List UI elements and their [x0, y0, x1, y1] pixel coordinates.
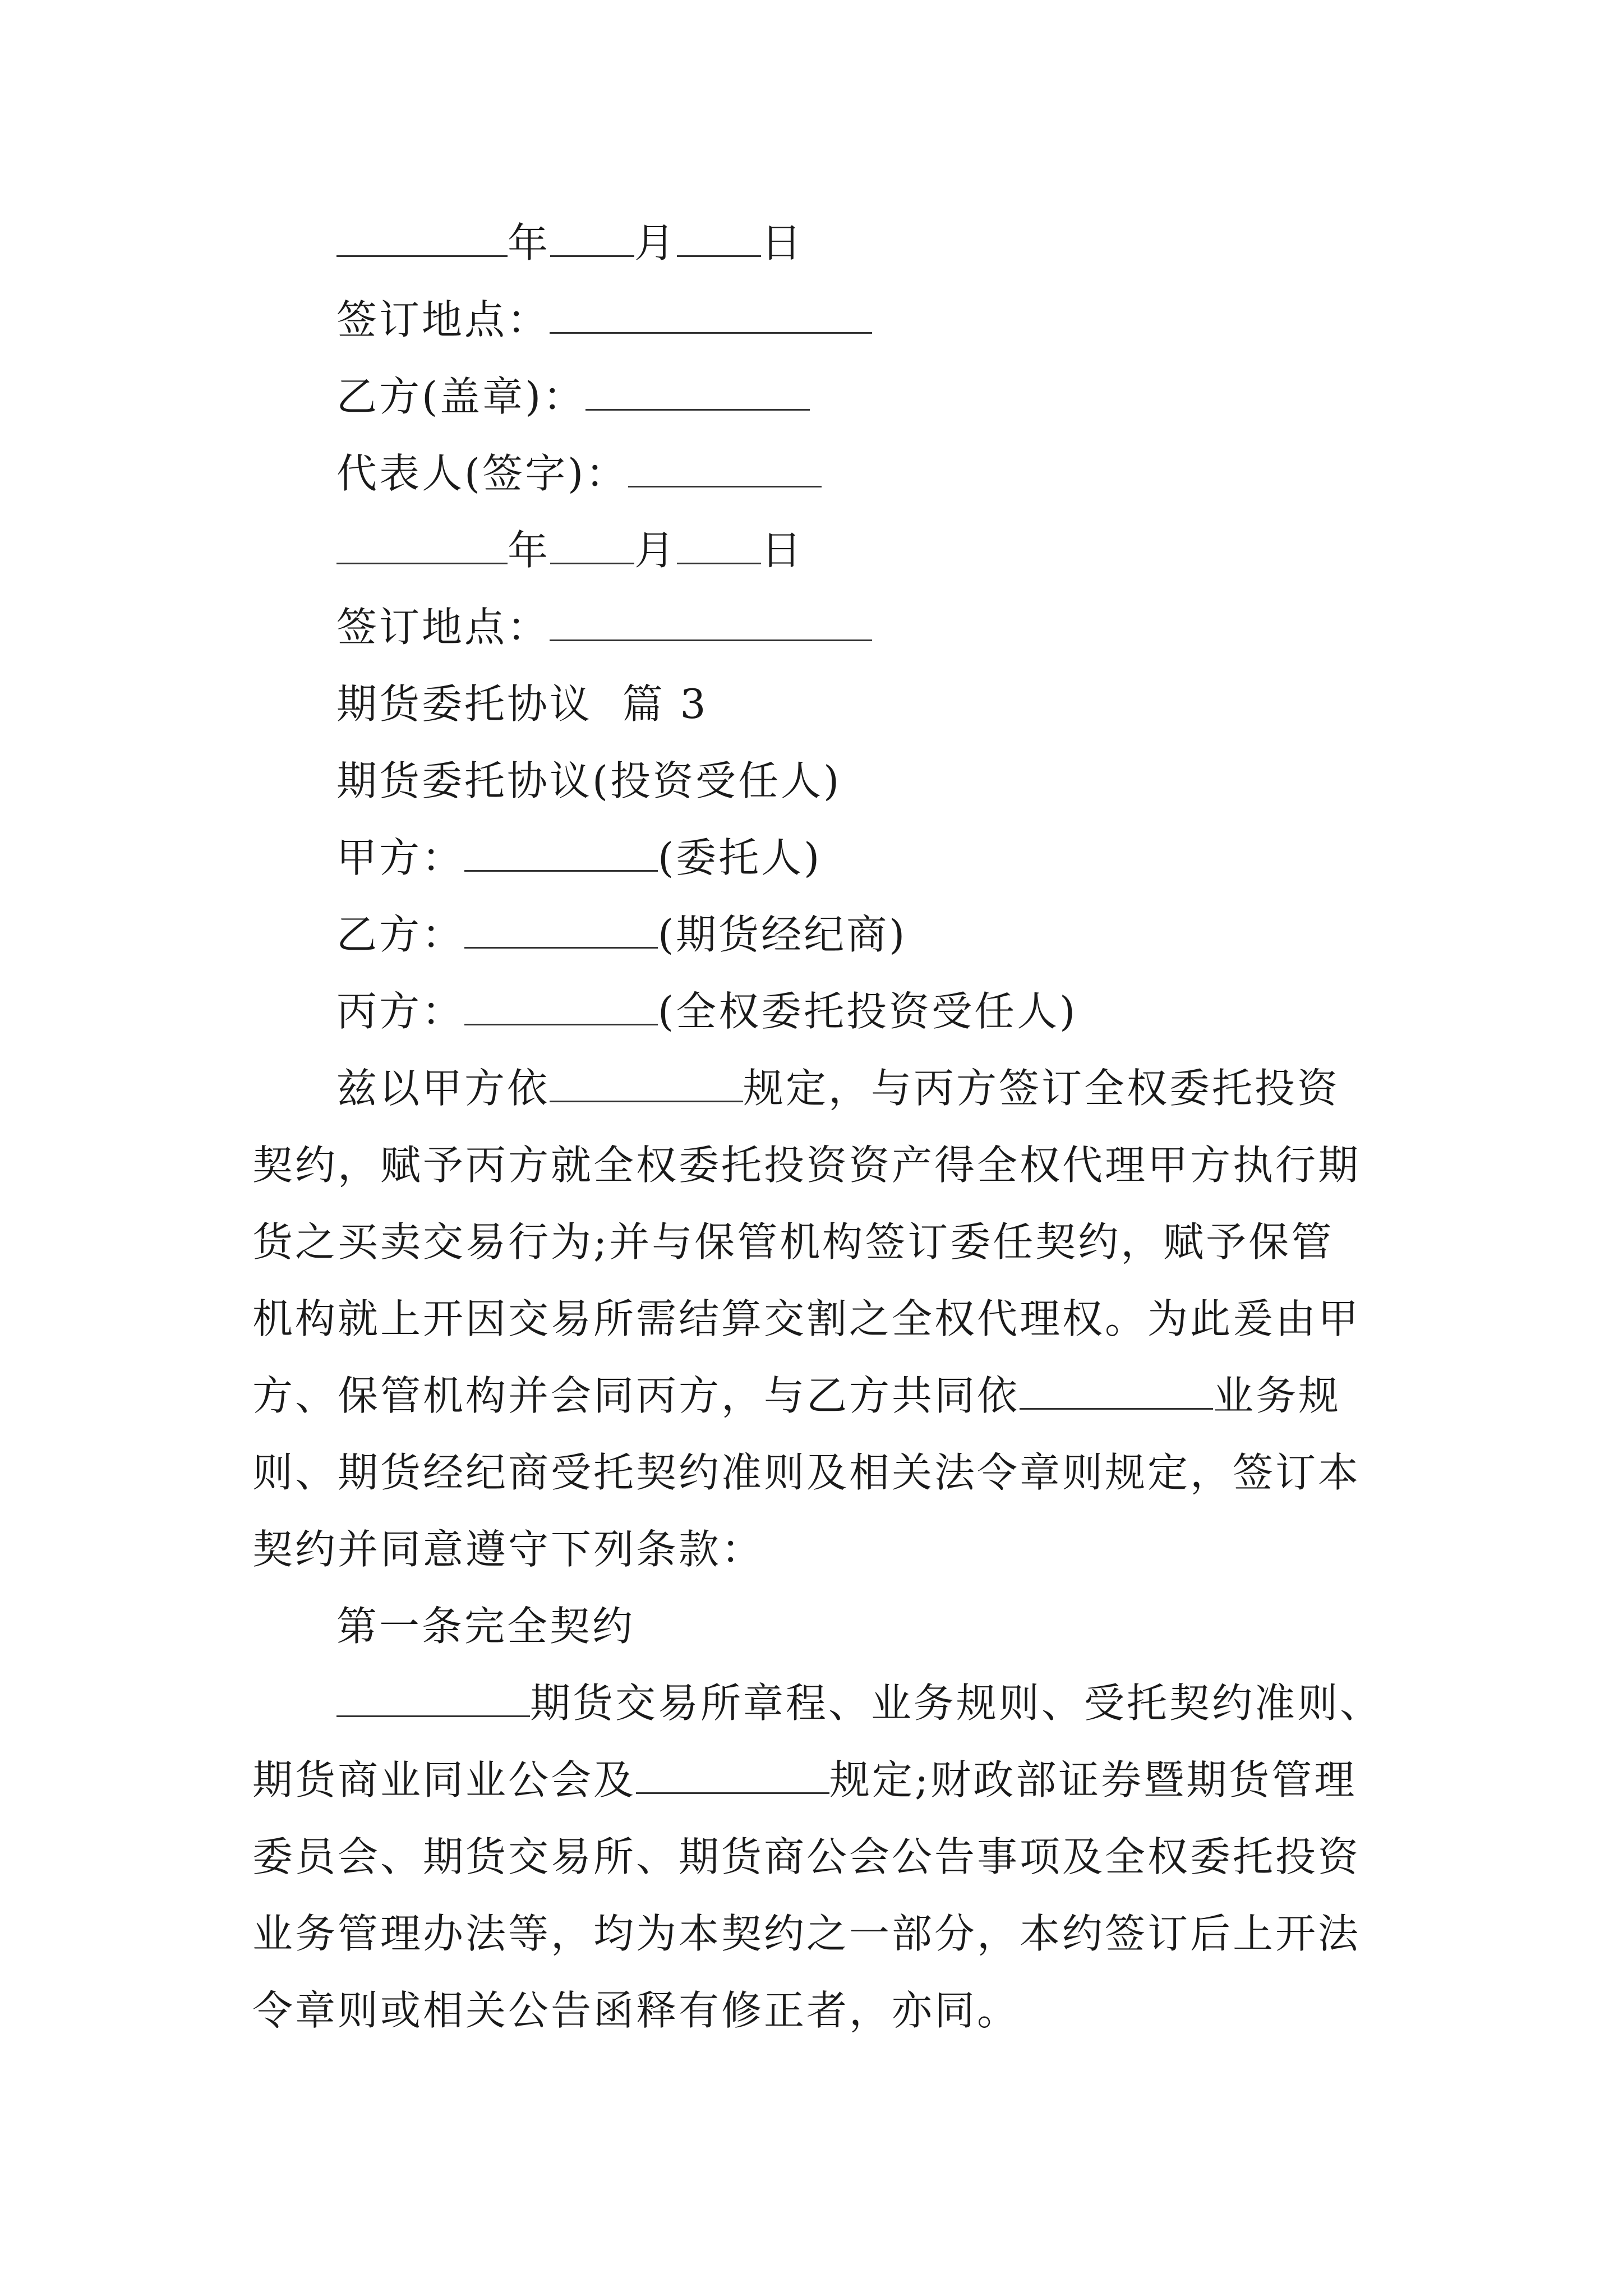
agreement-title: 期货委托协议(投资受任人)	[336, 757, 842, 804]
year-label: 年	[508, 527, 551, 574]
signing-place-label: 签订地点：	[336, 604, 550, 651]
party-b-seal-blank	[585, 372, 810, 411]
party-b-blank	[464, 910, 658, 949]
month-blank	[550, 526, 634, 564]
month-label: 月	[634, 219, 677, 266]
intro-line	[336, 1061, 1464, 1115]
party-b-seal-line	[336, 370, 1464, 424]
party-a-blank	[464, 833, 658, 872]
article-text: 期货商业同业公会及	[252, 1756, 637, 1803]
signing-place-label: 签订地点：	[336, 296, 550, 343]
party-b-label: 乙方：	[336, 911, 465, 958]
date-line	[336, 523, 1464, 577]
representative-line	[336, 447, 1464, 500]
month-blank	[550, 218, 634, 257]
regulation-blank	[550, 1064, 743, 1102]
intro-line: 货之买卖交易行为;并与保管机构签订委任契约，赋予保管	[252, 1218, 1334, 1266]
party-b-role: (期货经纪商)	[658, 911, 907, 958]
signing-place-line	[336, 293, 1464, 347]
day-blank	[677, 526, 761, 564]
party-c-label: 丙方：	[336, 988, 465, 1035]
intro-text: 业务规	[1213, 1372, 1341, 1419]
date-line	[336, 216, 1464, 270]
signing-place-blank	[550, 602, 872, 641]
party-a-role: (委托人)	[658, 834, 822, 881]
party-c-line	[336, 984, 1464, 1038]
party-a-label: 甲方：	[336, 834, 465, 881]
article-line: 业务管理办法等，均为本契约之一部分，本约签订后上开法	[252, 1910, 1361, 1957]
representative-label: 代表人(签字)：	[336, 450, 629, 497]
intro-line: 契约，赋予丙方就全权委托投资资产得全权代理甲方执行期	[252, 1142, 1361, 1189]
day-label: 日	[761, 527, 804, 574]
day-label: 日	[761, 219, 804, 266]
section-heading: 期货委托协议 篇 3	[336, 680, 708, 728]
party-b-seal-label: 乙方(盖章)：	[336, 373, 586, 420]
party-c-role: (全权委托投资受任人)	[658, 988, 1078, 1035]
regulation-blank	[1020, 1371, 1213, 1410]
article-line: 委员会、期货交易所、期货商公会公告事项及全权委托投资	[252, 1833, 1361, 1880]
party-b-line	[336, 908, 1464, 961]
intro-text: 方、保管机构并会同丙方，与乙方共同依	[252, 1372, 1020, 1419]
day-blank	[677, 218, 761, 257]
article-text: 期货交易所章程、业务规则、受托契约准则、	[530, 1680, 1383, 1727]
article-line: 令章则或相关公告函释有修正者，亦同。	[252, 1987, 1020, 2034]
article-line	[252, 1753, 1380, 1807]
intro-line: 则、期货经纪商受托契约准则及相关法令章则规定，签订本	[252, 1449, 1361, 1496]
year-blank	[336, 218, 508, 257]
intro-line	[252, 1369, 1380, 1423]
party-c-blank	[464, 987, 658, 1025]
intro-line: 机构就上开因交易所需结算交割之全权代理权。为此爰由甲	[252, 1295, 1361, 1342]
exchange-blank	[336, 1678, 530, 1717]
signing-place-blank	[550, 295, 872, 334]
intro-line: 契约并同意遵守下列条款：	[252, 1526, 764, 1573]
representative-blank	[628, 449, 822, 487]
signing-place-line	[336, 600, 1464, 654]
intro-text: 兹以甲方依	[336, 1065, 550, 1112]
intro-text: 规定，与丙方签订全权委托投资	[743, 1065, 1340, 1112]
article-line	[336, 1676, 1464, 1730]
article-title: 第一条完全契约	[336, 1603, 635, 1650]
party-a-line	[336, 831, 1464, 885]
article-text: 规定;财政部证券暨期货管理	[829, 1756, 1357, 1803]
month-label: 月	[634, 527, 677, 574]
regulation-blank	[636, 1755, 829, 1794]
year-blank	[336, 526, 508, 564]
year-label: 年	[508, 219, 551, 266]
